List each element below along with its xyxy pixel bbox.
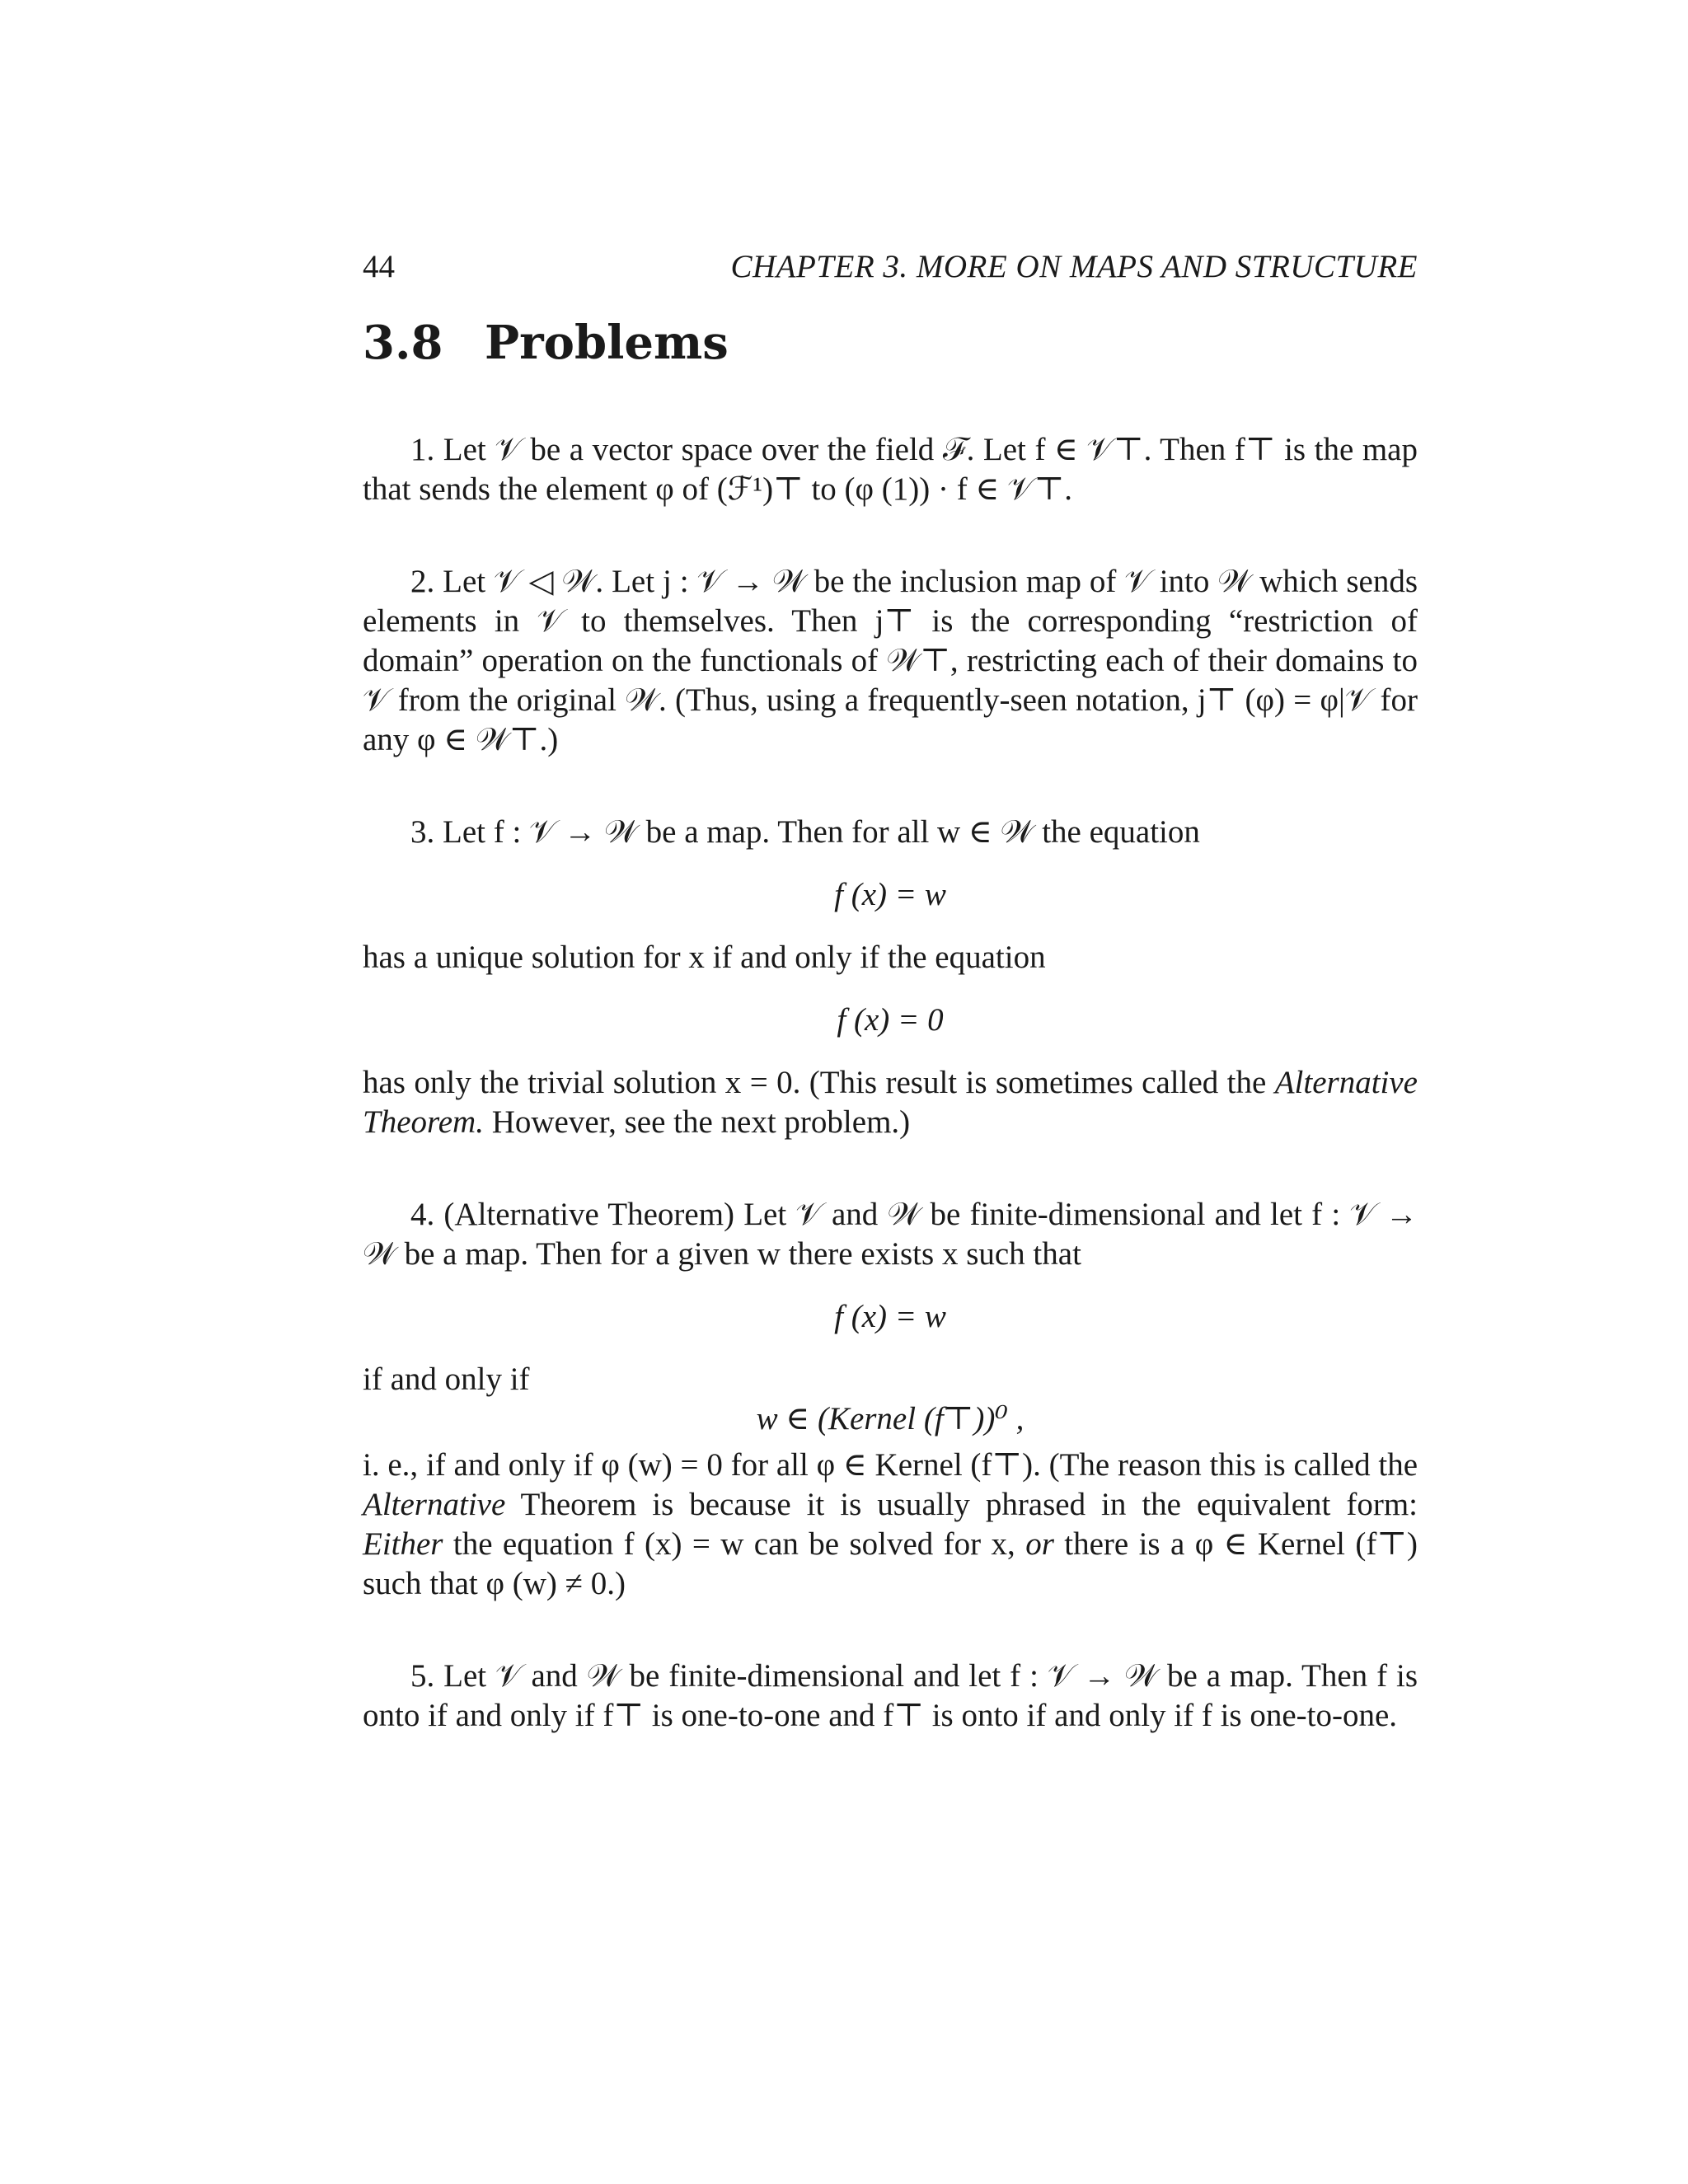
problem-3-equation-1: f (x) = w [834, 877, 946, 912]
problem-3-intro: 3. Let f : 𝒱 → 𝒲 be a map. Then for all w ∈ 𝒲 the equation [410, 814, 1200, 850]
problem-4-conclusion-italic-3: or [1025, 1526, 1054, 1562]
problem-2: 2. Let 𝒱 ◁ 𝒲. Let j : 𝒱 → 𝒲 be the inclusion map of 𝒱 into 𝒲 which sends elements in 𝒱 to themselves. Then j⊤ is the corresponding “restriction of domain” operation on the functionals of 𝒲⊤, restricting each of their domains to 𝒱 from the original 𝒲. (Thus, using a frequently-seen notation, j⊤ (φ) = φ|𝒱 for any φ ∈ 𝒲⊤.) [363, 564, 1418, 757]
section-number: 3.8 [363, 316, 443, 370]
problem-4-conclusion-c: the equation f (x) = w can be solved for x, [443, 1526, 1026, 1562]
problem-3 [363, 813, 1418, 1142]
document-page [363, 247, 1418, 1736]
section-heading [363, 313, 1418, 373]
problem-4 [363, 1195, 1418, 1604]
problem-1: 1. Let 𝒱 be a vector space over the field ℱ. Let f ∈ 𝒱⊤. Then f⊤ is the map that sends the element φ of (ℱ¹)⊤ to (φ (1)) · f ∈ 𝒱⊤. [363, 432, 1418, 507]
problem-4-conclusion-a: i. e., if and only if φ (w) = 0 for all φ ∈ Kernel (f⊤). (The reason this is called the [363, 1447, 1418, 1483]
problem-4-conclusion-b: Theorem is because it is usually phrased in the equivalent form: [505, 1487, 1418, 1522]
problem-3-conclusion-italic: Alternative Theorem. [363, 1065, 1418, 1140]
section-title: Problems [485, 316, 729, 370]
running-head [363, 247, 1418, 287]
problem-4-conclusion-italic-2: Either [363, 1526, 443, 1562]
problem-4-conclusion-italic-1: Alternative [363, 1487, 506, 1522]
problem-3-conclusion-a: has only the trivial solution x = 0. (This result is sometimes called the [363, 1065, 1275, 1100]
problem-3-middle: has a unique solution for x if and only if the equation [363, 940, 1046, 975]
problem-3-conclusion-b: However, see the next problem.) [483, 1104, 911, 1140]
problem-4-intro: 4. (Alternative Theorem) Let 𝒱 and 𝒲 be finite-dimensional and let f : 𝒱 → 𝒲 be a map. Then for a given w there exists x such that [363, 1197, 1418, 1272]
problem-3-equation-2: f (x) = 0 [837, 1002, 944, 1038]
page-number: 44 [363, 249, 395, 284]
problem-4-equation-2: w ∈ (Kernel (f⊤))⁰ , [756, 1401, 1025, 1436]
problem-4-conclusion-d: there is a φ ∈ Kernel (f⊤) such that φ (w) ≠ 0.) [363, 1526, 1418, 1601]
chapter-title: CHAPTER 3. MORE ON MAPS AND STRUCTURE [730, 249, 1418, 284]
problem-5: 5. Let 𝒱 and 𝒲 be finite-dimensional and let f : 𝒱 → 𝒲 be a map. Then f is onto if and only if f⊤ is one-to-one and f⊤ is onto if and only if f is one-to-one. [363, 1658, 1418, 1733]
problem-3-conclusion [363, 1063, 1418, 1142]
problem-4-conclusion [363, 1446, 1418, 1604]
problem-4-equation-1: f (x) = w [834, 1299, 946, 1334]
problem-4-middle: if and only if [363, 1361, 530, 1397]
